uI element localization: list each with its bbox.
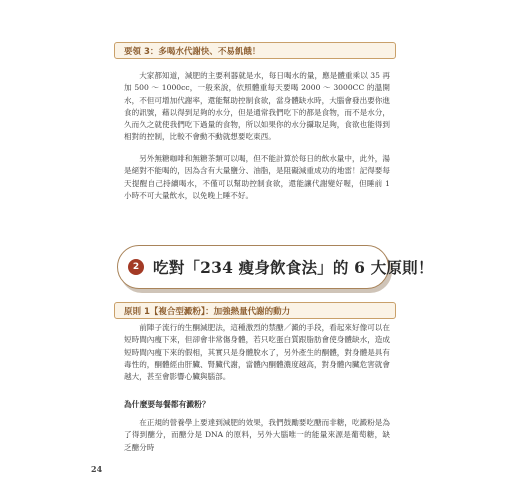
page-number: 24: [91, 464, 103, 474]
section-heading-principle: [114, 302, 396, 319]
chapter-heading-banner: [117, 245, 434, 289]
chapter-number-badge: 2: [128, 259, 144, 275]
chapter-title: 吃對「234 瘦身飲食法」的 6 大原則！: [153, 258, 434, 277]
section-heading-tip: [114, 42, 396, 59]
section-heading-principle-text: 原則 1【複合型澱粉】：加強熱量代謝的動力: [124, 306, 291, 317]
body-paragraph-water: 大家都知道，減肥的主要利器就是水，每日喝水的量，應是體重乘以 35 再加 500 ～ 1000cc，一般來說，依照體重每天要喝 2000 ～ 3000CC 的溫開水，不但可增加代謝率，還能幫助控制食欲，當身體缺水時，大腦會發出要你進食的訊號，藉以得到足夠的水分，但是通常我們吃下的都是食物，而不是水分，久而久之就使我們吃下過量的食物，所以如果你的水分攝取足夠，食欲也能得到相對的控制，比較不會動不動就想要吃東西。: [124, 71, 390, 142]
section-heading-tip-text: 要領 3：多喝水代謝快、不易飢餓！: [124, 46, 261, 57]
subheading-why-starch: 為什麼要每餐都有澱粉？: [124, 400, 210, 409]
body-paragraph-keto: 前陣子流行的生酮減肥法，這種激烈的禁醣／澱的手段，看起來好像可以在短時間內瘦下來，但卻會非常傷身體，若只吃蛋白質跟脂肪會使身體缺水，造成短時間內瘦下來的假相，其實只是身體脫水了，另外產生的酮體，對身體是具有毒性的，酮體經由肝臟、腎臟代謝，當體內酮體濃度越高，對身體內臟危害就會越大，甚至會影響心臟與腦部。: [124, 323, 390, 382]
body-paragraph-drinks: 另外無糖咖啡和無糖茶類可以喝，但不能計算於每日的飲水量中，此外，湯是絕對不能喝的，因為含有大量鹽分、油脂，是阻礙減重成功的地雷！記得要每天提醒自己持續喝水，不僅可以幫助控制食欲，還能讓代謝變好喔，但睡前 1 小時不可大量飲水，以免晚上睡不好。: [124, 154, 390, 200]
body-paragraph-nutrition: 在正規的營養學上要達到減肥的效果，我們鼓勵要吃醣而非糖，吃澱粉是為了得到醣分，而醣分是 DNA 的原料，另外大腦唯一的能量來源是葡萄糖，缺乏醣分時: [124, 418, 390, 452]
